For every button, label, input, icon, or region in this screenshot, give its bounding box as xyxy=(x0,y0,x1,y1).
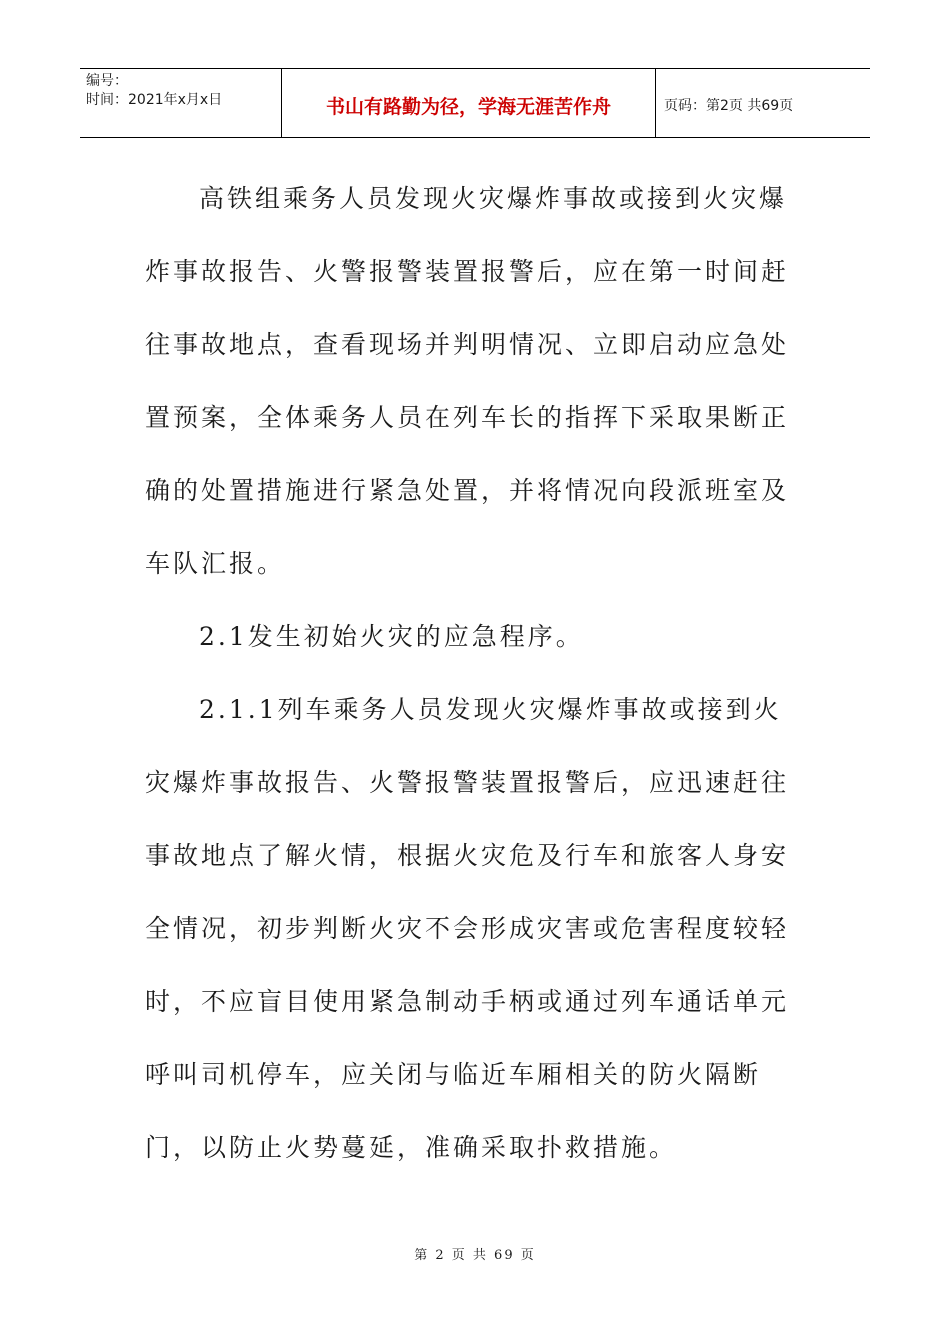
document-number-label: 编号： xyxy=(86,73,128,89)
page-footer: 第 2 页 共 69 页 xyxy=(414,1248,536,1263)
document-date: 时间：2021年x月x日 xyxy=(86,92,223,108)
page-header xyxy=(80,68,870,138)
header-meta xyxy=(80,69,282,137)
section-heading-2-1: 2.1发生初始火灾的应急程序。 xyxy=(199,622,584,651)
header-page-info: 页码：第2页 共69页 xyxy=(664,98,794,114)
header-motto: 书山有路勤为径，学海无涯苦作舟 xyxy=(282,69,656,137)
paragraph-2-1-1: 2.1.1列车乘务人员发现火灾爆炸事故或接到火灾爆炸事故报告、火警报警装置报警后，应迅速赶往事故地点了解火情，根据火灾危及行车和旅客人身安全情况，初步判断火灾不会形成灾害或危害程度较轻时，不应盲目使用紧急制动手柄或通过列车通话单元呼叫司机停车，应关闭与临近车厢相关的防火隔断门，以防止火势蔓延，准确采取扑救措施。 xyxy=(145,695,790,1162)
paragraph-intro: 高铁组乘务人员发现火灾爆炸事故或接到火灾爆炸事故报告、火警报警装置报警后，应在第一时间赶往事故地点，查看现场并判明情况、立即启动应急处置预案，全体乘务人员在列车长的指挥下采取果断正确的处置措施进行紧急处置，并将情况向段派班室及车队汇报。 xyxy=(145,184,790,578)
document-body xyxy=(145,162,805,1184)
